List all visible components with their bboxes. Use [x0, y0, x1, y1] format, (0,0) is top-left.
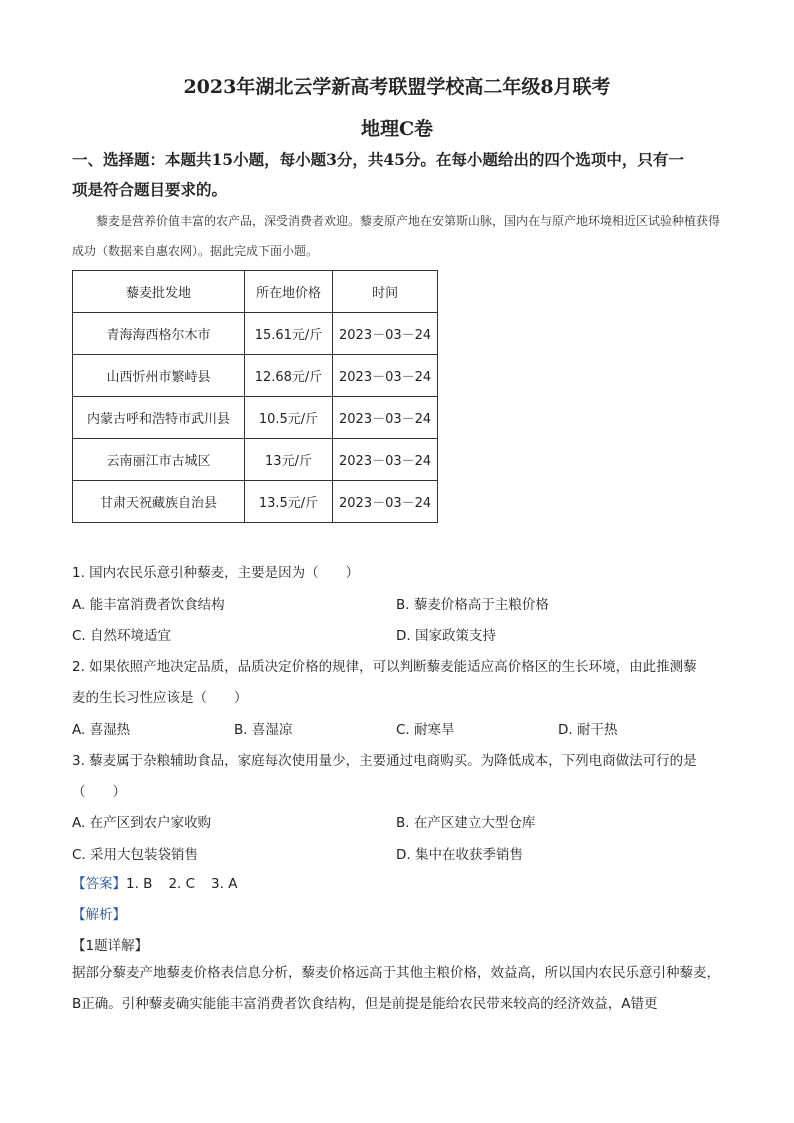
intro-paragraph: 藜麦是营养价值丰富的农产品，深受消费者欢迎。藜麦原产地在安第斯山脉，国内在与原产地环境相近区试验种植获得成功（数据来自惠农网）。据此完成下面小题。: [72, 214, 721, 258]
table-header-cell: 时间: [333, 271, 438, 313]
table-cell: 2023－03－24: [333, 355, 438, 397]
table-cell: 云南丽江市古城区: [73, 439, 245, 481]
question-2-stem-line-2: 麦的生长习性应该是（ ）: [72, 690, 248, 706]
question-2-option-a[interactable]: A. 喜湿热: [72, 722, 131, 738]
exam-subtitle: 地理C卷: [360, 118, 434, 140]
question-3-option-a[interactable]: A. 在产区到农户家收购: [72, 815, 212, 831]
section-heading: [72, 145, 722, 205]
question-3-stem-line-2: （ ）: [72, 784, 126, 800]
table-cell: 10.5元/斤: [245, 397, 333, 439]
question-3-option-c[interactable]: C. 采用大包装袋销售: [72, 847, 199, 863]
question-1-option-c[interactable]: C. 自然环境适宜: [72, 628, 172, 644]
question-1-analysis-text: 据部分藜麦产地藜麦价格表信息分析，藜麦价格远高于其他主粮价格，效益高，所以国内农民乐意引种藜麦，B正确。引种藜麦确实能能丰富消费者饮食结构，但是前提是能给农民带来较高的经济效益，A错更: [72, 965, 720, 1012]
table-cell: 12.68元/斤: [245, 355, 333, 397]
table-cell: 13.5元/斤: [245, 481, 333, 523]
table-cell: 山西忻州市繁峙县: [73, 355, 245, 397]
price-table: [72, 270, 438, 523]
section-heading-line-1: 一、选择题：本题共15小题，每小题3分，共45分。在每小题给出的四个选项中，只有一: [72, 150, 684, 169]
answer-line: [72, 872, 253, 892]
table-cell: 13元/斤: [245, 439, 333, 481]
answer-item: 1. B: [126, 876, 153, 892]
table-cell: 2023－03－24: [333, 439, 438, 481]
table-header-cell: 所在地价格: [245, 271, 333, 313]
table-cell: 15.61元/斤: [245, 313, 333, 355]
table-row: [73, 355, 438, 397]
answer-item: 2. C: [168, 876, 196, 892]
answer-label: 【答案】: [72, 876, 126, 892]
question-3-stem-line-1: 3. 藜麦属于杂粮辅助食品，家庭每次使用量少，主要通过电商购买。为降低成本，下列电商做法可行的是: [72, 753, 697, 769]
table-cell: 内蒙古呼和浩特市武川县: [73, 397, 245, 439]
question-3-option-d[interactable]: D. 集中在收获季销售: [396, 847, 523, 863]
table-header-cell: 藜麦批发地: [73, 271, 245, 313]
question-1-analysis-label: 【1题详解】: [72, 938, 149, 954]
table-header-row: [73, 271, 438, 313]
question-2-option-b[interactable]: B. 喜湿凉: [234, 722, 293, 738]
question-1-option-d[interactable]: D. 国家政策支持: [396, 628, 496, 644]
table-cell: 2023－03－24: [333, 313, 438, 355]
table-row: [73, 439, 438, 481]
table-row: [73, 481, 438, 523]
answer-item: 3. A: [211, 876, 238, 892]
question-1-option-b[interactable]: B. 藜麦价格高于主粮价格: [396, 597, 549, 613]
question-3-option-b[interactable]: B. 在产区建立大型仓库: [396, 815, 536, 831]
question-1-option-a[interactable]: A. 能丰富消费者饮食结构: [72, 597, 225, 613]
analysis-label: 【解析】: [72, 907, 126, 923]
table-row: [73, 313, 438, 355]
table-cell: 2023－03－24: [333, 481, 438, 523]
table-cell: 甘肃天祝藏族自治县: [73, 481, 245, 523]
exam-title: 2023年湖北云学新高考联盟学校高二年级8月联考: [183, 76, 611, 98]
table-cell: 2023－03－24: [333, 397, 438, 439]
table-cell: 青海海西格尔木市: [73, 313, 245, 355]
question-2-option-d[interactable]: D. 耐干热: [558, 722, 618, 738]
question-2-stem-line-1: 2. 如果依照产地决定品质，品质决定价格的规律，可以判断藜麦能适应高价格区的生长环境，由此推测藜: [72, 659, 697, 675]
section-heading-line-2: 项是符合题目要求的。: [72, 180, 228, 199]
table-row: [73, 397, 438, 439]
question-1-stem: 1. 国内农民乐意引种藜麦，主要是因为（ ）: [72, 565, 360, 581]
question-2-option-c[interactable]: C. 耐寒旱: [396, 722, 455, 738]
